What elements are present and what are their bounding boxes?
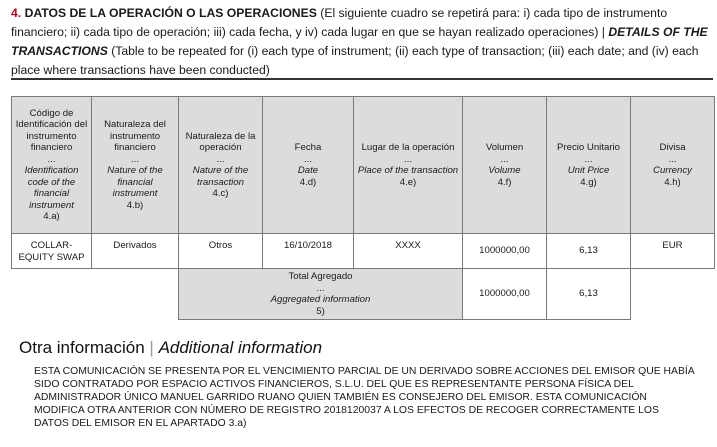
table-header-row [12,97,715,234]
transactions-table [11,96,715,320]
cell-identification-code: COLLAR-EQUITY SWAP [12,234,92,269]
cell-place: XXXX [354,234,463,269]
header-transaction-nature: Naturaleza de la operación ... Nature of the transaction 4.c) [179,97,263,234]
cell-unit-price: 6,13 [547,234,631,269]
additional-info-title-en: Additional information [158,338,323,357]
header-instrument-nature: Naturaleza del instrumento financiero ... Nature of the financial instrument 4.b) [92,97,179,234]
section-number: 4. [11,6,22,20]
aggregate-volume: 1000000,00 [463,269,547,320]
cell-instrument-nature: Derivados [92,234,179,269]
header-identification-code: Código de Identificación del instrumento financiero ... Identification code of the financial instrument 4.a) [12,97,92,234]
section-title-es: DATOS DE LA OPERACIÓN O LAS OPERACIONES [24,6,317,20]
additional-info-title-es: Otra información [19,338,145,357]
section-desc-en: (Table to be repeated for (i) each type of instrument; (ii) each type of transaction; (iii) each date; and (iv) each place where transactions have been conducted) [11,44,699,77]
aggregate-row [12,269,715,320]
aggregate-label: Total Agregado ... Aggregated information 5) [179,269,463,320]
header-unit-price: Precio Unitario ... Unit Price 4.g) [547,97,631,234]
header-place: Lugar de la operación ... Place of the transaction 4.e) [354,97,463,234]
section-divider [11,78,713,80]
aggregate-spacer-end [631,269,715,320]
cell-currency: EUR [631,234,715,269]
section-heading [11,4,711,80]
aggregate-price: 6,13 [547,269,631,320]
aggregate-spacer [12,269,179,320]
header-volume: Volumen ... Volume 4.f) [463,97,547,234]
additional-info-title [19,338,322,358]
section-title-en: DETAILS OF THE TRANSACTIONS [11,25,708,58]
header-date: Fecha ... Date 4.d) [263,97,354,234]
table-row [12,234,715,269]
additional-info-separator: | [149,338,154,357]
additional-info-body: ESTA COMUNICACIÓN SE PRESENTA POR EL VENCIMIENTO PARCIAL DE UN DERIVADO SOBRE ACCIONES DEL EMISOR QUE HABÍA SIDO CONTRATADO POR ESPACIO ACTIVOS FINANCIEROS, S.L.U. DEL QUE ES REPRESENTANTE PERSONA FÍSICA DEL ADMINISTRADOR ÚNICO MANUEL GARRIDO RUANO QUIEN TAMBIÉN ES CONSEJERO DEL EMISOR. ESTA COMUNICACIÓN MODIFICA OTRA ANTERIOR CON NÚMERO DE REGISTRO 2018120037 A LOS EFECTOS DE RECOGER CORRECTAMENTE LOS DATOS DEL EMISOR EN EL APARTADO 3.a) [34,366,695,430]
section-separator: | [601,25,605,39]
cell-date: 16/10/2018 [263,234,354,269]
cell-transaction-nature: Otros [179,234,263,269]
section-desc-es: (El siguiente cuadro se repetirá para: i) cada tipo de instrumento financiero; ii) cada tipo de operación; iii) cada fecha, y iv) cada lugar en que se hayan realizado operaciones) [11,6,668,39]
cell-volume: 1000000,00 [463,234,547,269]
header-currency: Divisa ... Currency 4.h) [631,97,715,234]
